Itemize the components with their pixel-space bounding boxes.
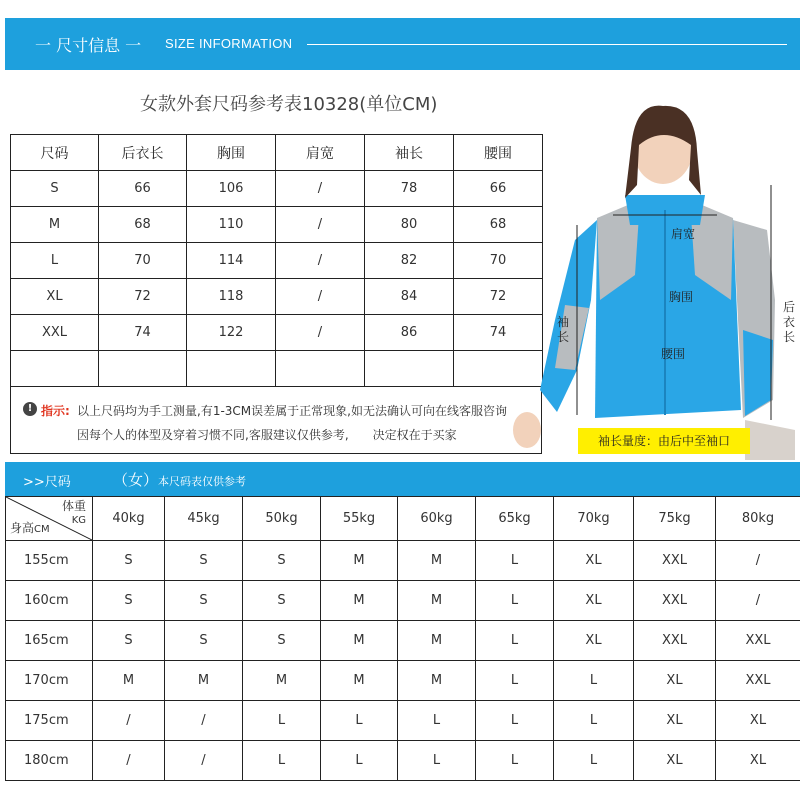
corner-height-label: 身高CM (10, 521, 50, 535)
note-line-2: 因每个人的体型及穿着习惯不同,客服建议仅供参考, 决定权在于买家 (77, 428, 457, 442)
height-row (6, 581, 800, 621)
height-cell: 170cm (6, 661, 93, 701)
measure-cell: / (276, 171, 365, 207)
height-weight-table (5, 496, 800, 781)
label-chest: 胸围 (669, 290, 694, 304)
measure-cell: 114 (187, 243, 276, 279)
measure-header-row (11, 135, 543, 171)
height-cell: 175cm (6, 701, 93, 741)
height-cell: 165cm (6, 621, 93, 661)
size-cell: L (476, 701, 554, 741)
size-cell: L (476, 621, 554, 661)
size-cell: L (243, 741, 321, 781)
size-cell: M (321, 661, 398, 701)
size-cell: L (554, 661, 634, 701)
measure-cell: 70 (454, 243, 543, 279)
size-measure-table (10, 134, 543, 387)
height-cell: 155cm (6, 541, 93, 581)
measure-cell: 68 (454, 207, 543, 243)
size-cell: L (476, 541, 554, 581)
measure-cell (11, 351, 99, 387)
size-cell: L (476, 661, 554, 701)
size-cell: XXL (634, 621, 716, 661)
size-cell: XXL (716, 661, 800, 701)
weight-section-title: >>尺码 (23, 475, 71, 490)
size-cell: L (476, 741, 554, 781)
height-cell: 180cm (6, 741, 93, 781)
note-label: 指示: (41, 404, 70, 418)
measure-row (11, 207, 543, 243)
size-cell: XL (716, 741, 800, 781)
measure-header-cell: 肩宽 (276, 135, 365, 171)
size-cell: S (93, 581, 165, 621)
size-cell: S (243, 581, 321, 621)
height-row (6, 541, 800, 581)
measure-header-cell: 腰围 (454, 135, 543, 171)
measure-cell: 110 (187, 207, 276, 243)
weight-header-cell: 40kg (93, 497, 165, 541)
banner-title-zh: 一 尺寸信息 一 (35, 36, 142, 55)
size-chart-title: 女款外套尺码参考表10328(单位CM) (140, 94, 438, 115)
weight-header-cell: 60kg (398, 497, 476, 541)
size-cell: L (321, 741, 398, 781)
size-cell: S (165, 621, 243, 661)
measure-cell: 72 (99, 279, 187, 315)
measure-cell: 74 (99, 315, 187, 351)
measure-cell (187, 351, 276, 387)
measure-cell: / (276, 243, 365, 279)
info-icon: ! (23, 402, 37, 416)
measure-cell: S (11, 171, 99, 207)
section-banner (5, 18, 800, 70)
height-cell: 160cm (6, 581, 93, 621)
weight-header-cell: 70kg (554, 497, 634, 541)
note-line-1: 以上尺码均为手工测量,有1-3CM误差属于正常现象,如无法确认可向在线客服咨询 (77, 404, 507, 418)
measure-cell: 122 (187, 315, 276, 351)
measure-row (11, 279, 543, 315)
size-cell: M (398, 621, 476, 661)
size-cell: / (93, 701, 165, 741)
size-cell: / (716, 581, 800, 621)
weight-header-row (6, 497, 800, 541)
sleeve-measure-note: 袖长量度：由后中至袖口 (578, 428, 750, 454)
size-cell: M (243, 661, 321, 701)
model-jacket-illustration (505, 100, 800, 460)
size-cell: M (398, 661, 476, 701)
measure-cell: 70 (99, 243, 187, 279)
measure-header-cell: 后衣长 (99, 135, 187, 171)
height-row (6, 661, 800, 701)
measure-cell: 66 (99, 171, 187, 207)
measure-cell (276, 351, 365, 387)
size-cell: XL (554, 541, 634, 581)
size-cell: L (398, 741, 476, 781)
weight-section-gender: （女） (113, 471, 159, 489)
height-row (6, 741, 800, 781)
banner-title-en: SIZE INFORMATION (165, 36, 293, 51)
size-cell: L (476, 581, 554, 621)
measure-row (11, 171, 543, 207)
size-cell: M (321, 621, 398, 661)
size-cell: / (165, 741, 243, 781)
measure-cell: 118 (187, 279, 276, 315)
label-shoulder: 肩宽 (671, 227, 696, 241)
size-cell: XL (554, 621, 634, 661)
measure-cell: XXL (11, 315, 99, 351)
corner-weight-label: 体重 KG (61, 499, 86, 526)
banner-divider (307, 44, 787, 45)
size-cell: / (716, 541, 800, 581)
size-cell: / (93, 741, 165, 781)
label-back-length: 后衣长 (783, 300, 796, 344)
size-cell: L (243, 701, 321, 741)
size-cell: XXL (716, 621, 800, 661)
measure-cell: M (11, 207, 99, 243)
measure-cell: 66 (454, 171, 543, 207)
size-cell: M (398, 581, 476, 621)
corner-cell (6, 497, 93, 541)
measure-cell: 72 (454, 279, 543, 315)
size-cell: L (554, 741, 634, 781)
measure-cell: 68 (99, 207, 187, 243)
measure-cell: XL (11, 279, 99, 315)
measure-header-cell: 尺码 (11, 135, 99, 171)
measure-row (11, 243, 543, 279)
size-cell: S (243, 621, 321, 661)
measure-cell (365, 351, 454, 387)
measure-cell: 106 (187, 171, 276, 207)
weight-section-note: 本尺码表仅供参考 (158, 475, 246, 488)
weight-header-cell: 55kg (321, 497, 398, 541)
measure-cell: / (276, 279, 365, 315)
measure-cell: 86 (365, 315, 454, 351)
measure-cell: 80 (365, 207, 454, 243)
weight-header-cell: 80kg (716, 497, 800, 541)
size-cell: XXL (634, 581, 716, 621)
weight-header-cell: 45kg (165, 497, 243, 541)
label-waist: 腰围 (661, 347, 686, 361)
measure-row (11, 315, 543, 351)
size-cell: / (165, 701, 243, 741)
measure-cell: 78 (365, 171, 454, 207)
model-photo (505, 100, 800, 460)
height-row (6, 621, 800, 661)
size-cell: XL (554, 581, 634, 621)
weight-section-bar (5, 462, 800, 496)
label-sleeve: 袖长 (557, 315, 570, 344)
size-cell: L (398, 701, 476, 741)
measure-header-cell: 袖长 (365, 135, 454, 171)
size-cell: M (321, 581, 398, 621)
size-cell: M (165, 661, 243, 701)
size-cell: XL (634, 741, 716, 781)
measure-cell (99, 351, 187, 387)
size-cell: S (243, 541, 321, 581)
size-cell: M (398, 541, 476, 581)
size-cell: S (93, 621, 165, 661)
measure-cell: / (276, 207, 365, 243)
size-cell: S (165, 581, 243, 621)
measure-cell: / (276, 315, 365, 351)
measurement-note (10, 386, 542, 454)
size-cell: XL (634, 701, 716, 741)
size-cell: S (93, 541, 165, 581)
measure-cell: 84 (365, 279, 454, 315)
measure-header-cell: 胸围 (187, 135, 276, 171)
size-cell: XXL (634, 541, 716, 581)
size-cell: S (165, 541, 243, 581)
size-cell: M (321, 541, 398, 581)
size-cell: XL (716, 701, 800, 741)
measure-row (11, 351, 543, 387)
measure-cell: 74 (454, 315, 543, 351)
weight-header-cell: 65kg (476, 497, 554, 541)
weight-header-cell: 50kg (243, 497, 321, 541)
size-cell: L (554, 701, 634, 741)
size-cell: M (93, 661, 165, 701)
measure-cell: 82 (365, 243, 454, 279)
size-cell: XL (634, 661, 716, 701)
height-row (6, 701, 800, 741)
size-cell: L (321, 701, 398, 741)
measure-cell: L (11, 243, 99, 279)
weight-header-cell: 75kg (634, 497, 716, 541)
